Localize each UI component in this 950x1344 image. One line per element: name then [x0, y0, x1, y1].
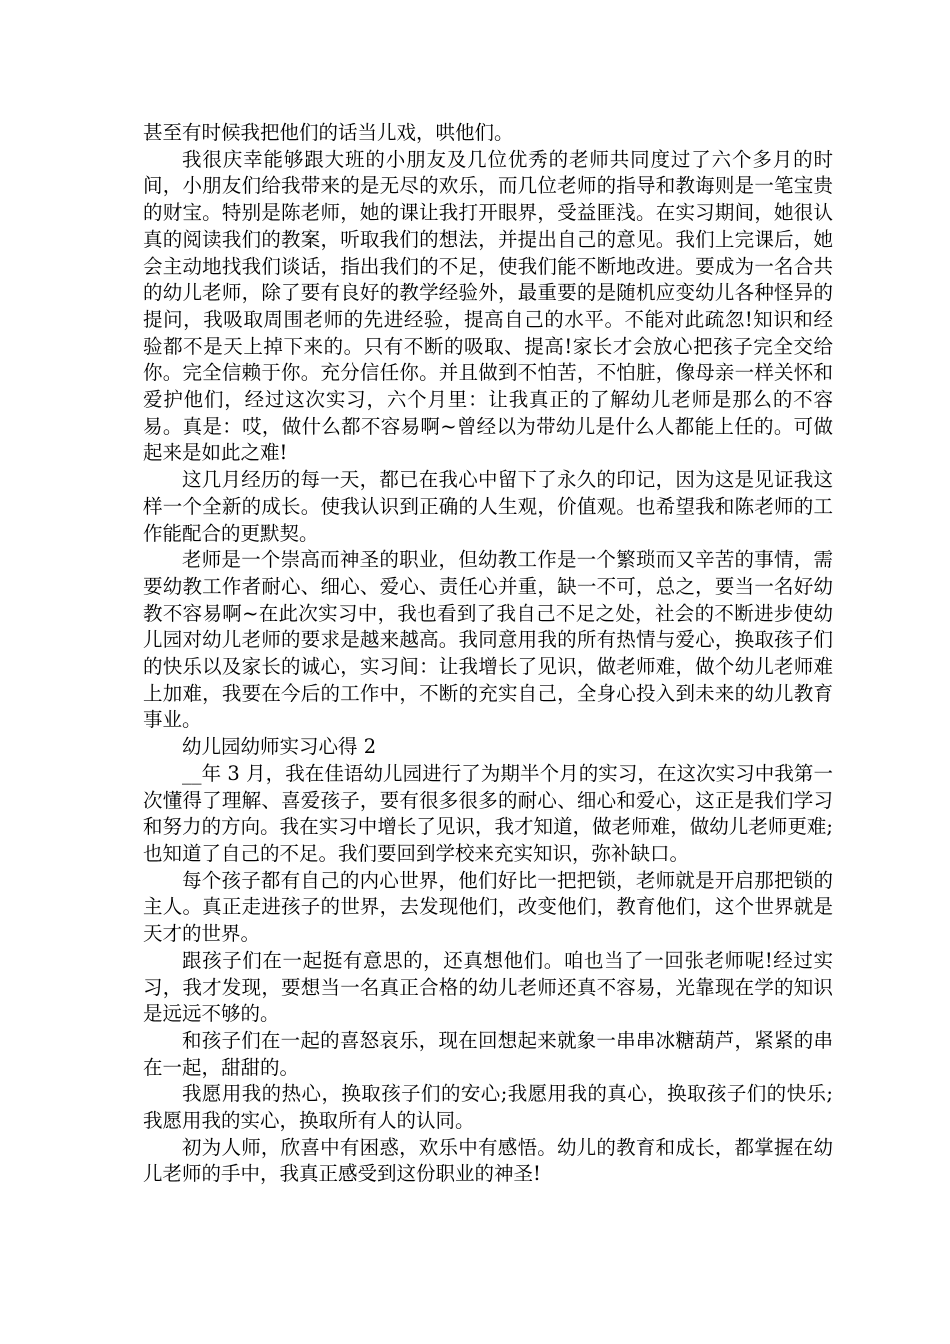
paragraph-6: 每个孩子都有自己的内心世界，他们好比一把把锁，老师就是开启那把锁的主人。真正走进孩子的世界，去发现他们，改变他们，教育他们，这个世界就是天才的世界。	[143, 868, 833, 946]
paragraph-7: 跟孩子们在一起挺有意思的，还真想他们。咱也当了一回张老师呢!经过实习，我才发现，要想当一名真正合格的幼儿老师还真不容易，光靠现在学的知识是远远不够的。	[143, 948, 833, 1026]
paragraph-9: 我愿用我的热心，换取孩子们的安心;我愿用我的真心，换取孩子们的快乐;我愿用我的实心，换取所有人的认同。	[143, 1082, 833, 1133]
section-heading: 幼儿园幼师实习心得 2	[182, 735, 377, 759]
paragraph-4: 老师是一个崇高而神圣的职业，但幼教工作是一个繁琐而又辛苦的事情，需要幼教工作者耐心、细心、爱心、责任心并重，缺一不可，总之，要当一名好幼教不容易啊~在此次实习中，我也看到了我自己不足之处，社会的不断进步使幼儿园对幼儿老师的要求是越来越高。我同意用我的所有热情与爱心，换取孩子们的快乐以及家长的诚心，实习间：让我增长了见识，做老师难，做个幼儿老师难上加难，我要在今后的工作中，不断的充实自己，全身心投入到未来的幼儿教育事业。	[143, 548, 833, 732]
paragraph-5: __年 3 月，我在佳语幼儿园进行了为期半个月的实习，在这次实习中我第一次懂得了理解、喜爱孩子，要有很多很多的耐心、细心和爱心，这正是我们学习和努力的方向。我在实习中增长了见识，我才知道，做老师难，做幼儿老师更难;也知道了自己的不足。我们要回到学校来充实知识，弥补缺口。	[143, 761, 833, 865]
paragraph-8: 和孩子们在一起的喜怒哀乐，现在回想起来就象一串串冰糖葫芦，紧紧的串在一起，甜甜的。	[143, 1028, 833, 1079]
paragraph-3: 这几月经历的每一天，都已在我心中留下了永久的印记，因为这是见证我这样一个全新的成长。使我认识到正确的人生观，价值观。也希望我和陈老师的工作能配合的更默契。	[143, 468, 833, 545]
paragraph-10: 初为人师，欣喜中有困惑，欢乐中有感悟。幼儿的教育和成长，都掌握在幼儿老师的手中，我真正感受到这份职业的神圣!	[143, 1135, 833, 1186]
document-body	[143, 120, 833, 1188]
paragraph-2: 我很庆幸能够跟大班的小朋友及几位优秀的老师共同度过了六个多月的时间，小朋友们给我带来的是无尽的欢乐，而几位老师的指导和教诲则是一笔宝贵的财宝。特别是陈老师，她的课让我打开眼界，受益匪浅。在实习期间，她很认真的阅读我们的教案，听取我们的想法，并提出自己的意见。我们上完课后，她会主动地找我们谈话，指出我们的不足，使我们能不断地改进。要成为一名合共的幼儿老师，除了要有良好的教学经验外，最重要的是随机应变幼儿各种怪异的提问，我吸取周围老师的先进经验，提高自己的水平。不能对此疏忽!知识和经验都不是天上掉下来的。只有不断的吸取、提高!家长才会放心把孩子完全交给你。完全信赖于你。充分信任你。并且做到不怕苦，不怕脏，像母亲一样关怀和爱护他们，经过这次实习，六个月里：让我真正的了解幼儿老师是那么的不容易。真是：哎，做什么都不容易啊~曾经以为带幼儿是什么人都能上任的。可做起来是如此之难!	[143, 147, 833, 465]
paragraph-1: 甚至有时候我把他们的话当儿戏，哄他们。	[143, 121, 514, 144]
